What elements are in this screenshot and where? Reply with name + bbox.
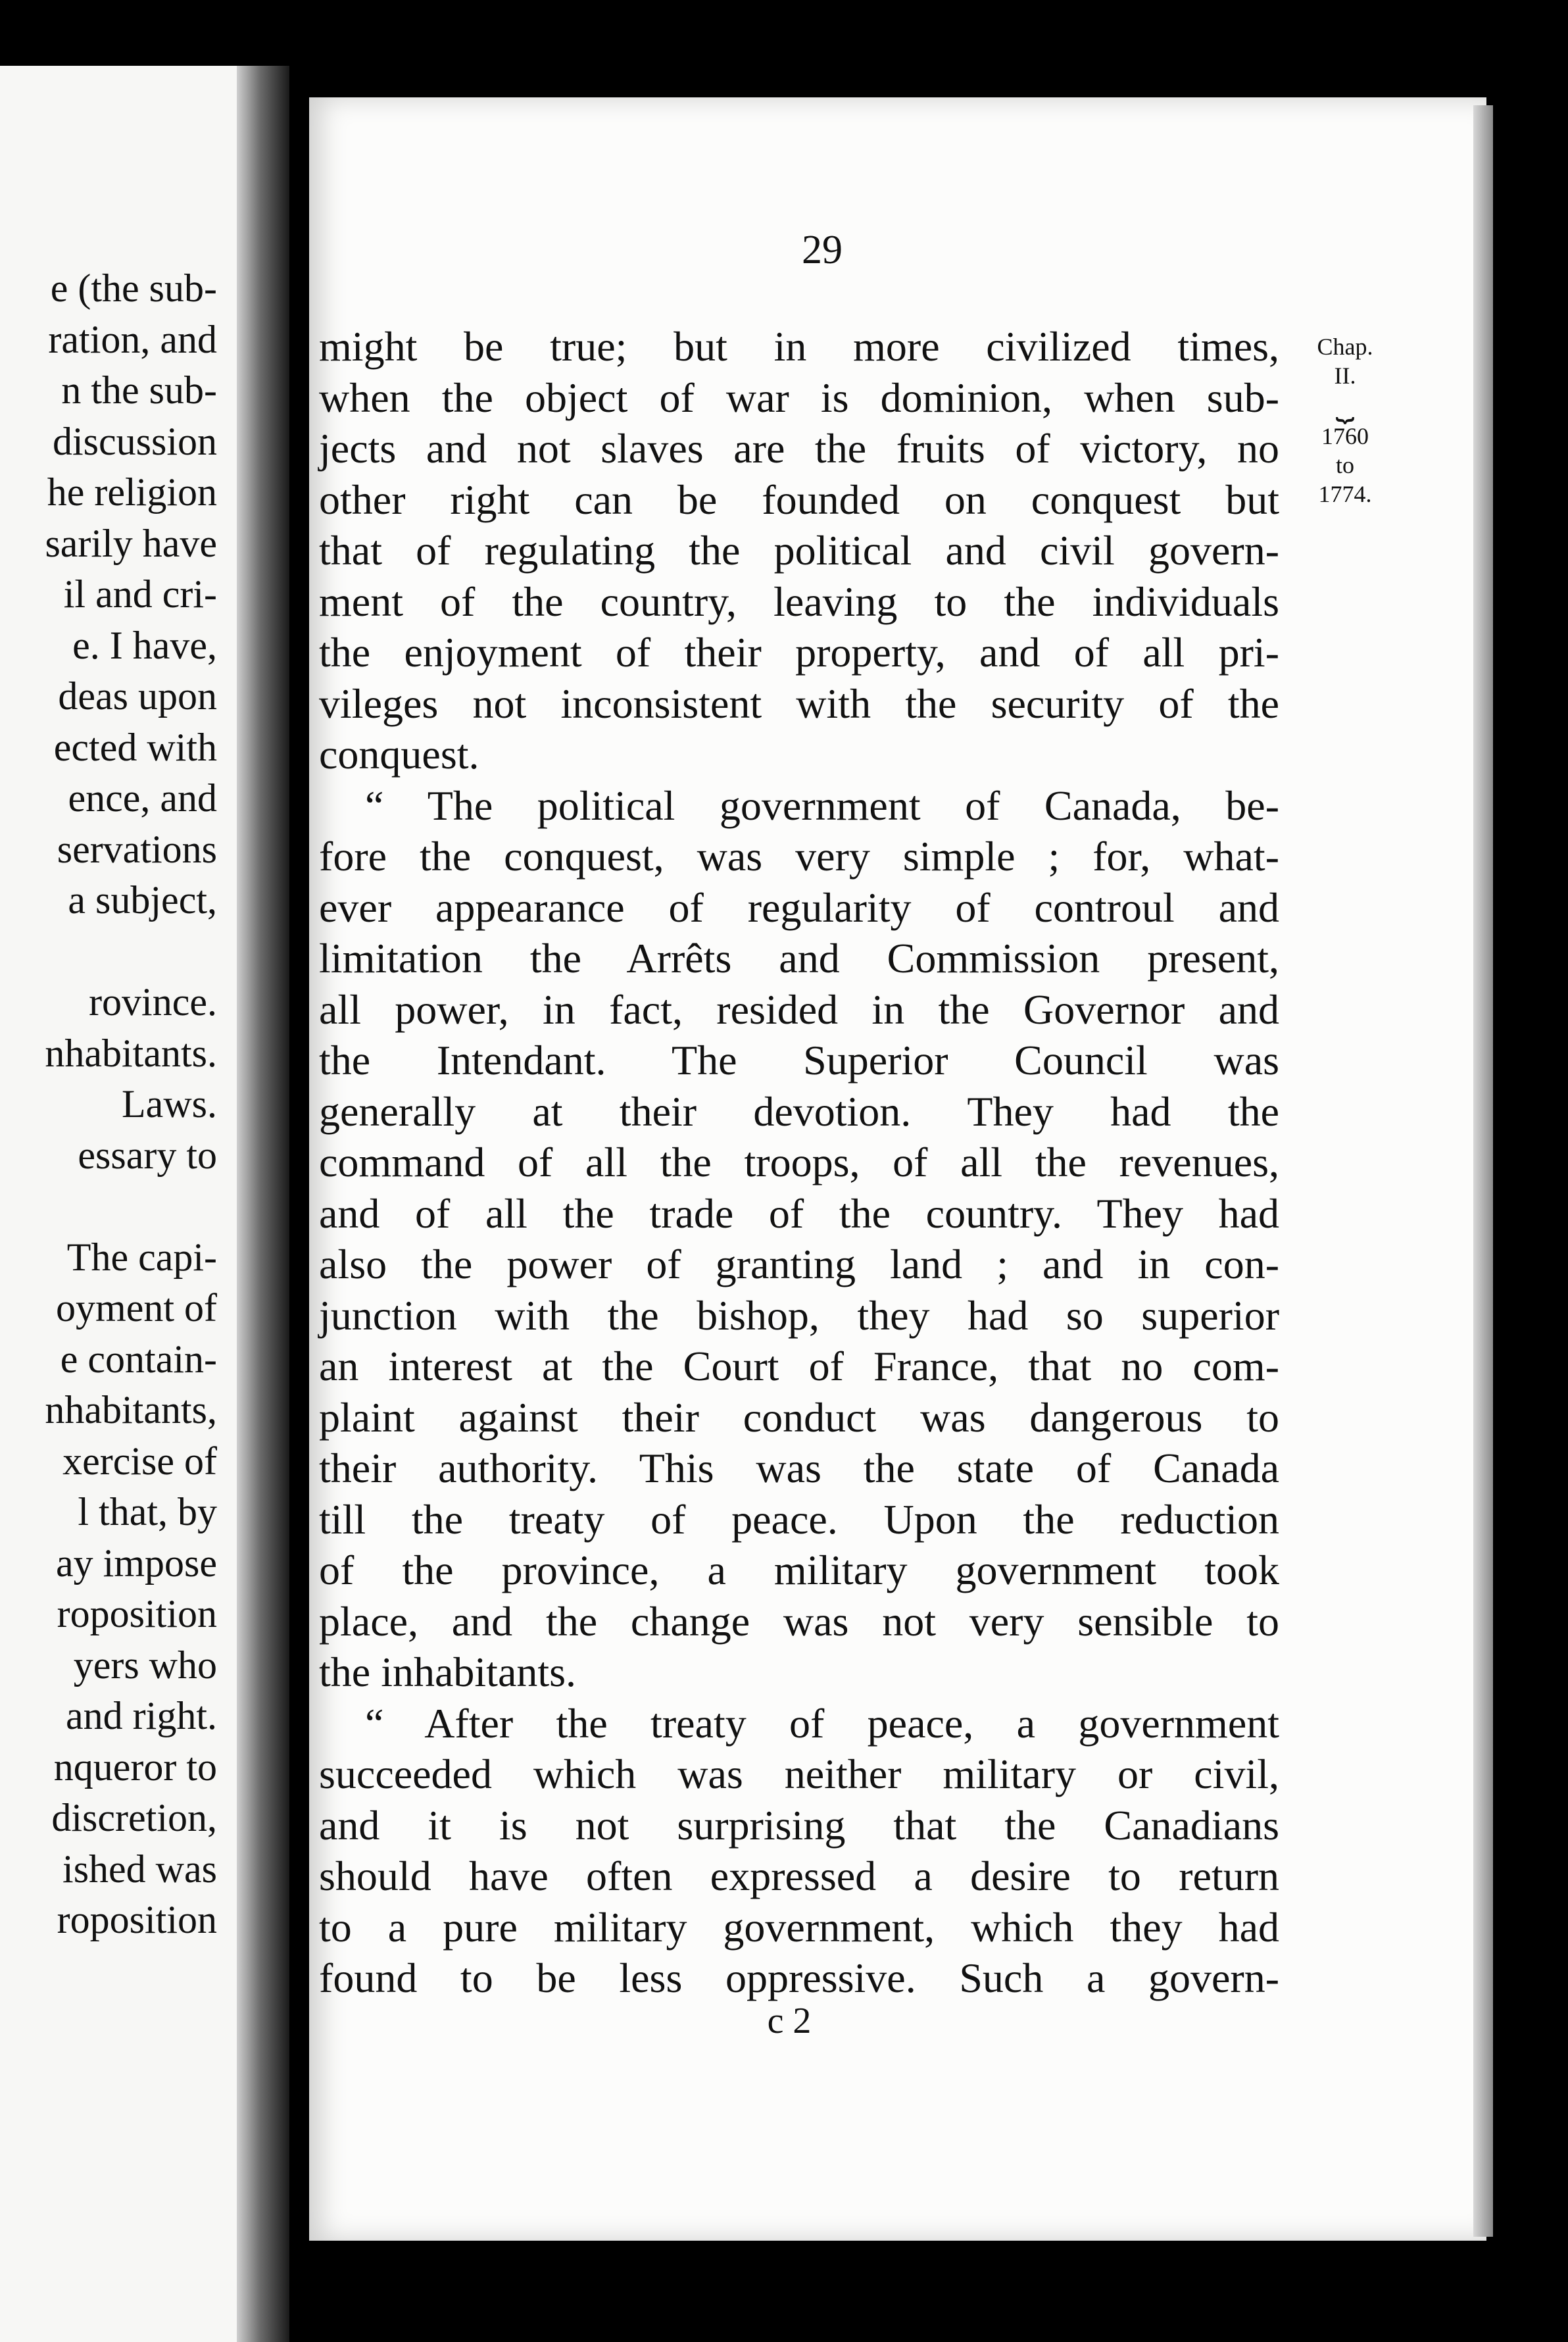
left-line: roposition — [57, 1898, 217, 1941]
body-text — [319, 321, 1279, 2004]
text-line: ment of the country, leaving to the individuals — [319, 578, 1279, 625]
text-line: “ After the treaty of peace, a government — [365, 1699, 1279, 1747]
text-line: jects and not slaves are the fruits of victory, no — [319, 425, 1279, 472]
text-line: conquest. — [319, 731, 479, 778]
left-line: e (the sub- — [50, 266, 217, 310]
left-line: servations — [57, 827, 217, 871]
left-page-text — [0, 263, 217, 1946]
left-line: essary to — [78, 1133, 217, 1177]
text-line: generally at their devotion. They had the — [319, 1087, 1279, 1135]
text-line: the Intendant. The Superior Council was — [319, 1037, 1279, 1084]
left-line: n the sub- — [61, 368, 217, 412]
page-edge — [1473, 105, 1493, 2237]
left-line: oyment of — [56, 1286, 217, 1330]
left-line: rovince. — [89, 980, 217, 1024]
text-line: to a pure military government, which they had — [319, 1903, 1279, 1951]
book-gutter-shadow — [237, 66, 289, 2342]
text-line: found to be less oppressive. Such a govern- — [319, 1955, 1279, 2001]
text-line: succeeded which was neither military or civil, — [319, 1751, 1279, 1797]
left-line: yers who — [73, 1643, 217, 1687]
left-line: The capi- — [66, 1235, 217, 1279]
left-line: xercise of — [62, 1439, 217, 1483]
margin-chapter-number: II. — [1334, 362, 1356, 389]
left-line: discretion, — [51, 1796, 217, 1839]
left-line: roposition — [57, 1592, 217, 1635]
left-line: ence, and — [68, 776, 217, 820]
margin-year-end: 1774. — [1318, 481, 1372, 507]
left-line: e contain- — [60, 1337, 217, 1381]
left-line: sarily have — [45, 521, 217, 565]
text-line: also the power of granting land ; and in con- — [319, 1241, 1279, 1287]
text-line: should have often expressed a desire to return — [319, 1853, 1279, 1899]
margin-chap: Chap. — [1317, 334, 1373, 360]
left-line: nhabitants, — [45, 1388, 217, 1432]
text-line: might be true; but in more civilized times, — [319, 323, 1279, 370]
left-line: and right. — [66, 1694, 217, 1737]
text-line: when the object of war is dominion, when sub- — [319, 374, 1279, 421]
left-line: nqueror to — [53, 1745, 217, 1789]
left-line: discussion — [52, 419, 217, 463]
text-line: other right can be founded on conquest but — [319, 476, 1279, 523]
text-line: their authority. This was the state of Canada — [319, 1445, 1279, 1491]
text-line: till the treaty of peace. Upon the reduction — [319, 1495, 1279, 1543]
text-line: junction with the bishop, they had so superior — [319, 1291, 1279, 1339]
margin-to: to — [1335, 452, 1354, 478]
left-line: Laws. — [122, 1082, 217, 1126]
left-line: deas upon — [58, 674, 217, 718]
left-line: he religion — [47, 470, 217, 514]
left-line: a subject, — [68, 878, 217, 922]
left-line: ected with — [53, 725, 217, 769]
signature-mark: c 2 — [767, 2001, 812, 2041]
text-line: an interest at the Court of France, that no com- — [319, 1343, 1279, 1389]
left-line: e. I have, — [72, 623, 217, 667]
left-line: il and cri- — [63, 572, 217, 616]
left-line: nhabitants. — [45, 1031, 217, 1075]
margin-note — [1292, 332, 1398, 509]
text-line: and it is not surprising that the Canadians — [319, 1801, 1279, 1849]
left-line: ished was — [62, 1847, 217, 1891]
text-line: and of all the trade of the country. They had — [319, 1189, 1279, 1237]
page-number: 29 — [802, 228, 843, 272]
text-line: of the province, a military government took — [319, 1547, 1279, 1593]
margin-year-start: 1760 — [1321, 423, 1369, 449]
left-line: ration, and — [48, 317, 217, 361]
text-line: “ The political government of Canada, be- — [365, 782, 1279, 829]
text-line: limitation the Arrêts and Commission present, — [319, 935, 1279, 982]
text-line: fore the conquest, was very simple ; for, what- — [319, 833, 1279, 880]
text-line: the inhabitants. — [319, 1649, 577, 1695]
text-line: command of all the troops, of all the revenues, — [319, 1139, 1279, 1185]
text-line: plaint against their conduct was dangerous to — [319, 1393, 1279, 1441]
left-line-gap — [0, 926, 217, 978]
left-line: ay impose — [56, 1541, 217, 1585]
left-line-gap — [0, 1181, 217, 1232]
text-line: vileges not inconsistent with the security of the — [319, 680, 1279, 727]
text-line: the enjoyment of their property, and of all pri- — [319, 629, 1279, 676]
text-line: that of regulating the political and civil govern- — [319, 527, 1279, 574]
brace-icon: ⏟ — [1335, 387, 1355, 422]
text-line: all power, in fact, resided in the Governor and — [319, 985, 1279, 1033]
left-line: l that, by — [78, 1490, 217, 1533]
text-line: place, and the change was not very sensible to — [319, 1597, 1279, 1645]
text-line: ever appearance of regularity of controul and — [319, 884, 1279, 931]
